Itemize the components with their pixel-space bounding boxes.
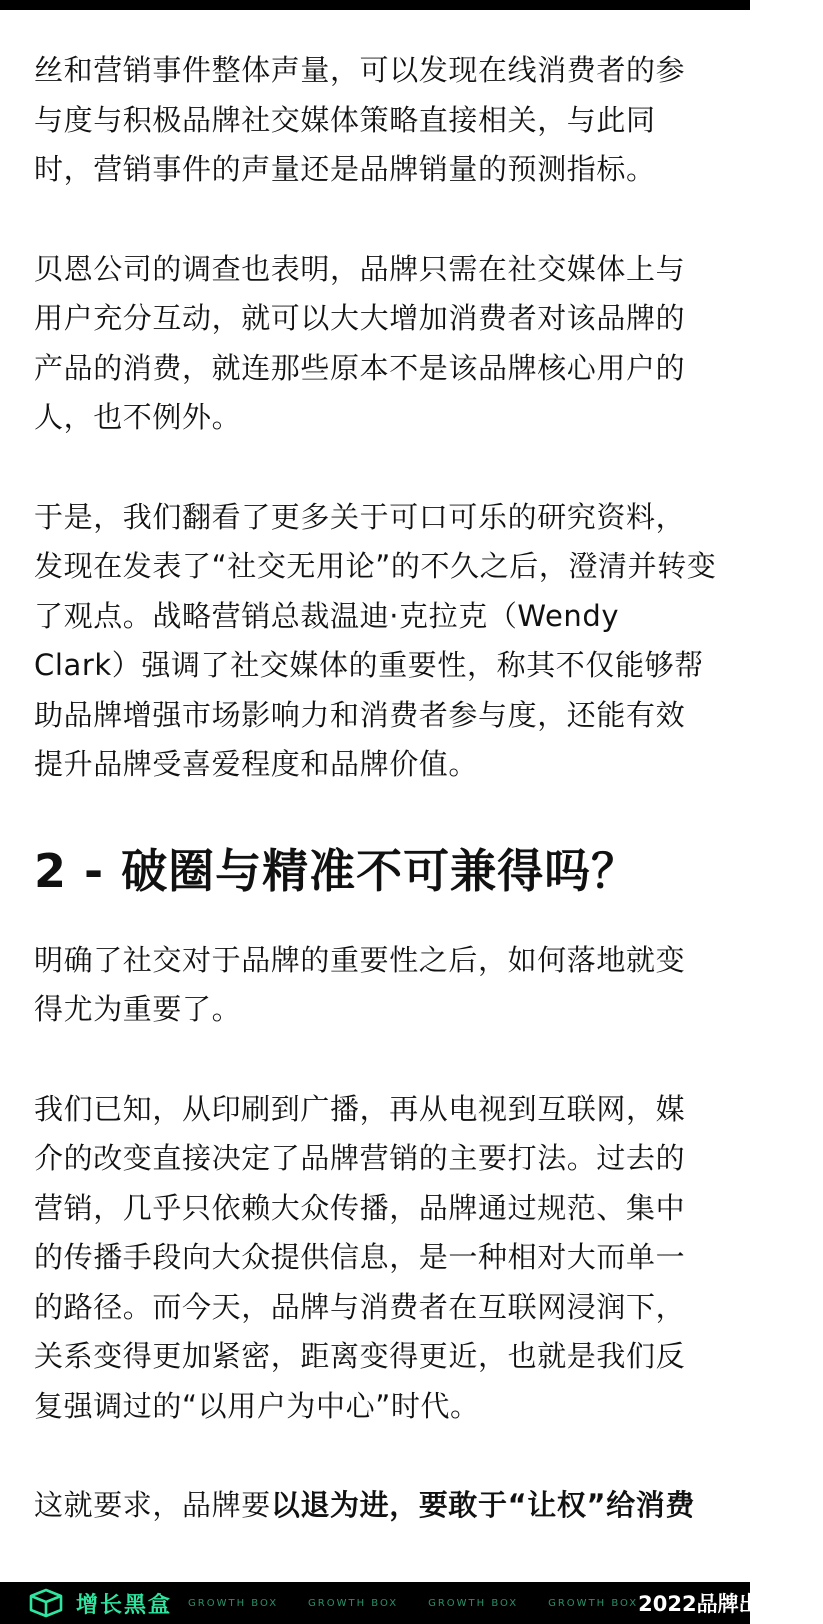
paragraph-4: 明确了社交对于品牌的重要性之后，如何落地就变 得尤为重要了。	[34, 942, 686, 1026]
footer-title: 2022品牌出圈指南	[638, 1592, 823, 1616]
paragraph-6	[34, 1481, 724, 1531]
footer-tag: GROWTH BOX	[548, 1597, 639, 1609]
footer-tag: GROWTH BOX	[308, 1597, 399, 1609]
paragraph-1: 丝和营销事件整体声量，可以发现在线消费者的参 与度与积极品牌社交媒体策略直接相关，与此同 时，营销事件的声量还是品牌销量的预测指标。	[34, 53, 686, 186]
paragraph-6-bold: 以退为进，要敢于“让权”给消费	[270, 1488, 695, 1522]
footer-tag: GROWTH BOX	[428, 1597, 519, 1609]
paragraph-6-normal: 这就要求，品牌要	[34, 1488, 271, 1522]
paragraph-5: 我们已知，从印刷到广播，再从电视到互联网，媒 介的改变直接决定了品牌营销的主要打法。过去的 营销，几乎只依赖大众传播，品牌通过规范、集中 的传播手段向大众提供信息，是一种相对大而单一 的路径。而今天，品牌与消费者在互联网浸润下， 关系变得更加紧密，距离变得更近，也就是我们反 复强调过的“以用户为中心”时代。	[34, 1091, 686, 1423]
article-content	[34, 46, 724, 1581]
footer-tag: GROWTH BOX	[188, 1597, 279, 1609]
top-bar	[0, 0, 750, 10]
brand-logo-text: 增长黑盒	[76, 1592, 173, 1618]
paragraph-3: 于是，我们翻看了更多关于可口可乐的研究资料， 发现在发表了“社交无用论”的不久之后，澄清并转变 了观点。战略营销总裁温迪·克拉克（Wendy Clark）强调了社交媒体的重要性，称其不仅能够帮 助品牌增强市场影响力和消费者参与度，还能有效 提升品牌受喜爱程度和品牌价值。	[34, 499, 717, 781]
section-heading: 2 - 破圈与精准不可兼得吗？	[34, 843, 639, 898]
cube-icon	[28, 1588, 64, 1618]
footer-bar	[0, 1582, 823, 1624]
paragraph-2: 贝恩公司的调查也表明，品牌只需在社交媒体上与 用户充分互动，就可以大大增加消费者对该品牌的 产品的消费，就连那些原本不是该品牌核心用户的 人，也不例外。	[34, 251, 686, 434]
